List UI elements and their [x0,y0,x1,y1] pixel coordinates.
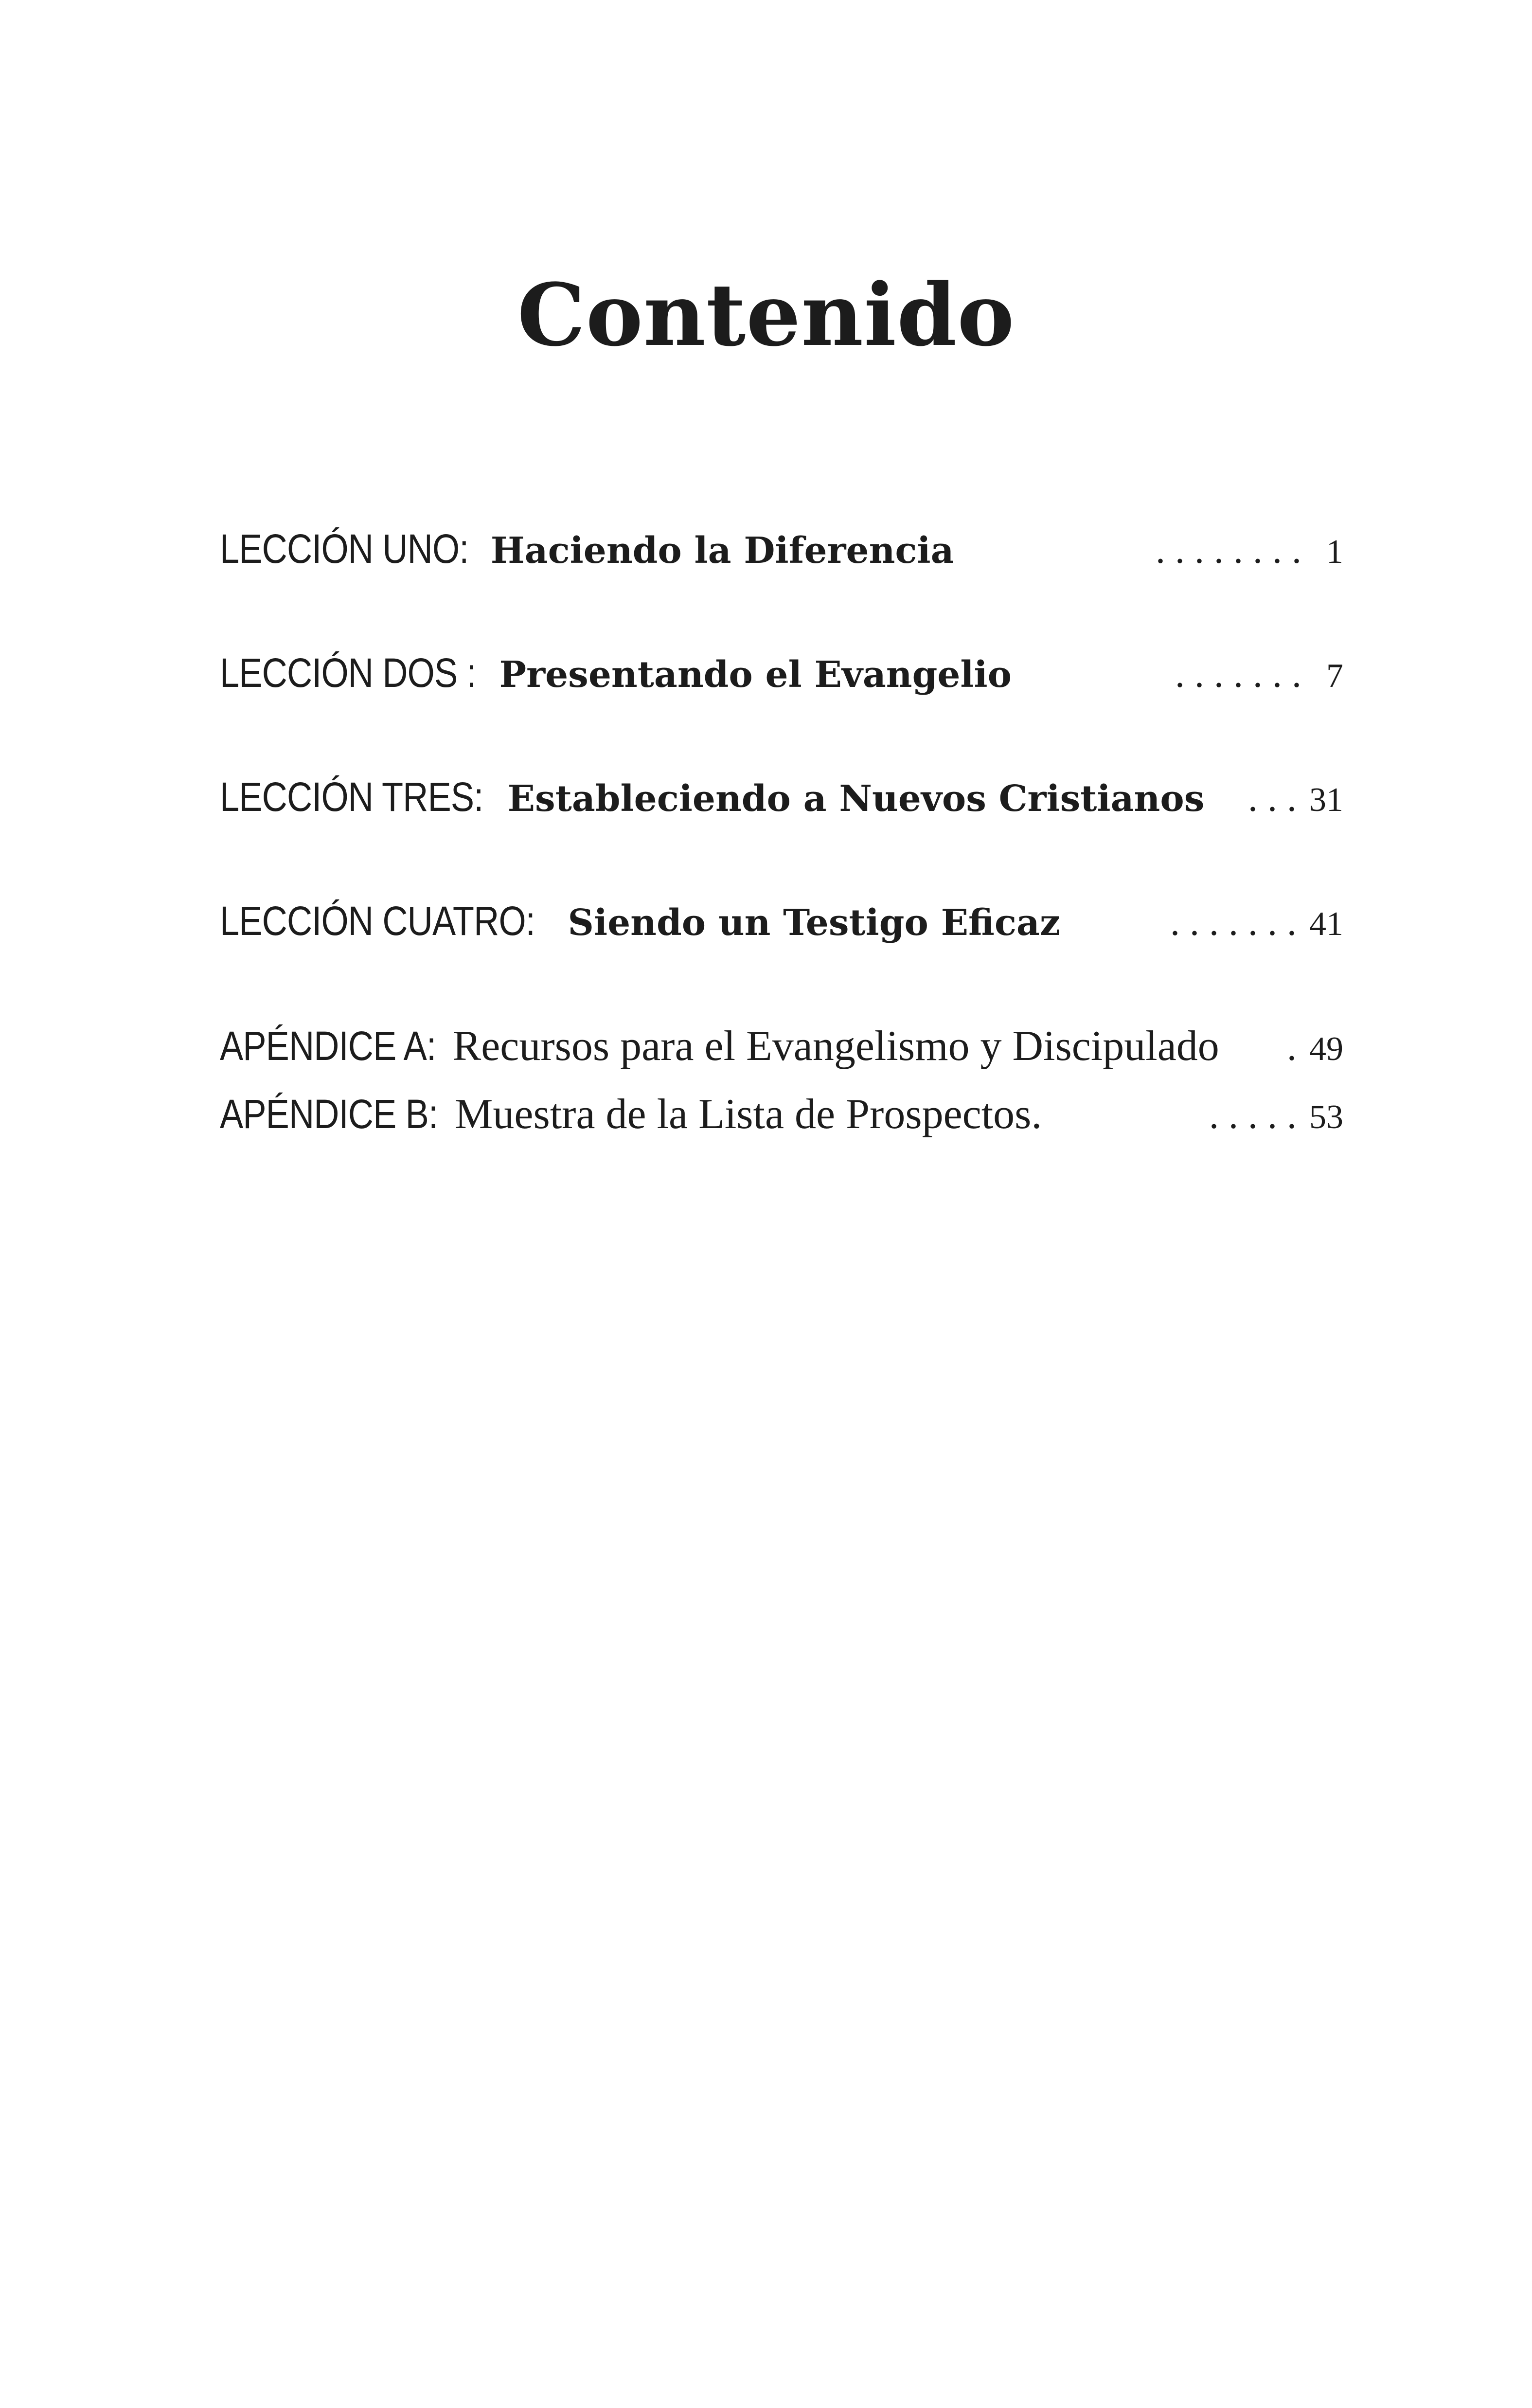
toc-entry-label: LECCIÓN TRES: [220,774,483,820]
toc-entry-title: Estableciendo a Nuevos Cristianos [507,778,1205,820]
toc-entry-title: Siendo un Testigo Eficaz [568,902,1060,944]
toc-dot-leader: . . . . . . . . [1156,529,1301,572]
toc-entry-apendice-b[interactable] [220,1090,1343,1158]
toc-entry-label: LECCIÓN DOS : [220,650,476,696]
toc-page-number: 31 [1309,781,1343,819]
toc-dot-leader: . . . . . . . [1170,901,1297,944]
toc-entry-title: Recursos para el Evangelismo y Discipulado [452,1023,1219,1070]
toc-entry-leccion-tres[interactable] [220,773,1343,842]
toc-page-number: 1 [1326,533,1343,571]
toc-entry-title: Haciendo la Diferencia [490,530,954,572]
toc-entry-label: APÉNDICE B: [220,1091,438,1137]
toc-entry-leccion-uno[interactable] [220,525,1343,593]
toc-page-number: 7 [1326,657,1343,695]
toc-entry-leccion-cuatro[interactable] [220,898,1343,966]
page-title: Contenido [517,265,1015,365]
toc-entry-title: Muestra de la Lista de Prospectos. [455,1091,1042,1138]
toc-dot-leader: . . . . . [1209,1094,1297,1137]
toc-dot-leader: . [1287,1026,1297,1069]
toc-entry-label: LECCIÓN CUATRO: [220,898,535,944]
toc-entry-label: APÉNDICE A: [220,1023,436,1069]
toc-page-number: 41 [1309,905,1343,943]
toc-page-number: 49 [1309,1030,1343,1068]
toc-entry-label: LECCIÓN UNO: [220,526,469,572]
toc-page-number: 53 [1309,1098,1343,1136]
toc-entry-apendice-a[interactable] [220,1022,1343,1090]
toc-entry-title: Presentando el Evangelio [499,654,1012,696]
toc-entry-leccion-dos[interactable] [220,649,1343,718]
toc-dot-leader: . . . . . . . [1175,653,1301,696]
toc-dot-leader: . . . [1248,777,1297,820]
